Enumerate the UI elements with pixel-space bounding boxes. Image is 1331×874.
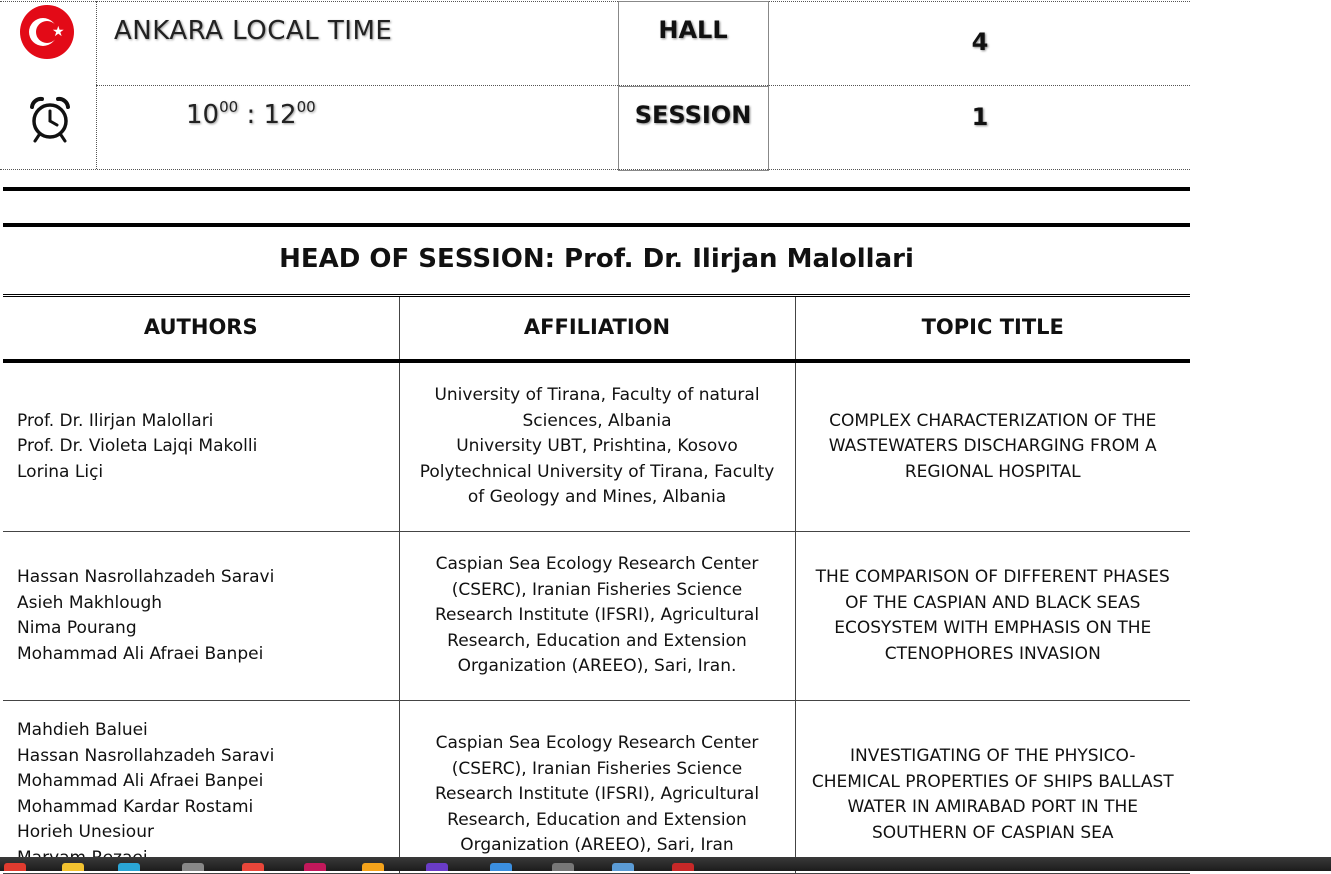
topic-line: THE COMPARISON OF DIFFERENT PHASES (815, 567, 1170, 587)
taskbar-app-icon[interactable] (612, 863, 634, 871)
author-name: Hassan Nasrollahzadeh Saravi (17, 745, 275, 766)
affiliation-line: Organization (AREEO), Sari, Iran (460, 835, 734, 855)
topic-line: SOUTHERN OF CASPIAN SEA (872, 822, 1114, 843)
author-name: Mohammad Ali Afraei Banpei (17, 771, 264, 791)
session-label: SESSION (634, 101, 752, 129)
topic-line: COMPLEX CHARACTERIZATION OF THE (829, 410, 1157, 431)
topic-cell (795, 532, 1190, 701)
taskbar-app-icon[interactable] (490, 863, 512, 871)
table-row (3, 532, 1190, 701)
header-bottom-rule (0, 169, 1190, 170)
topic-line: CTENOPHORES INVASION (884, 643, 1101, 664)
affiliation-line: (CSERC), Iranian Fisheries Science (451, 758, 743, 779)
alarm-clock-icon (26, 95, 74, 143)
topic-line: CHEMICAL PROPERTIES OF SHIPS BALLAST (811, 771, 1174, 792)
end-hour: 12 (263, 100, 297, 130)
author-name: Prof. Dr. Ilirjan Malollari (17, 410, 214, 431)
topic-line: WASTEWATERS DISCHARGING FROM A (828, 436, 1157, 457)
turkey-flag-icon: ★ (20, 5, 74, 59)
author-name: Mohammad Ali Afraei Banpei (17, 643, 264, 664)
start-button-icon[interactable] (4, 863, 26, 871)
end-minute: 00 (296, 98, 316, 116)
taskbar-app-icon[interactable] (426, 863, 448, 871)
time-separator: : (246, 100, 256, 130)
session-time-range (186, 100, 316, 130)
session-value: 1 (971, 103, 989, 131)
hall-value: 4 (971, 28, 989, 56)
authors-cell (3, 701, 399, 874)
topic-cell (795, 701, 1190, 874)
topic-line: WATER IN AMIRABAD PORT IN THE (847, 797, 1139, 817)
topic-line: REGIONAL HOSPITAL (904, 461, 1081, 482)
hall-label: HALL (658, 16, 728, 44)
column-header-topic: TOPIC TITLE (795, 296, 1190, 362)
head-of-session: HEAD OF SESSION: Prof. Dr. Ilirjan Malollari (279, 244, 914, 274)
author-name: Lorina Liçi (17, 461, 104, 482)
author-name: Hassan Nasrollahzadeh Saravi (17, 567, 275, 587)
session-program-table (3, 294, 1190, 874)
taskbar-app-icon[interactable] (362, 863, 384, 871)
session-header (0, 0, 1190, 170)
affiliation-cell (399, 361, 795, 532)
affiliation-line: Organization (AREEO), Sari, Iran. (457, 656, 737, 677)
table-row (3, 361, 1190, 532)
affiliation-line: Caspian Sea Ecology Research Center (435, 554, 759, 575)
author-name: Horieh Unesiour (17, 822, 154, 842)
affiliation-line: Research Institute (IFSRI), Agricultural (434, 605, 760, 626)
header-top-rule (0, 1, 1190, 2)
author-name: Nima Pourang (17, 618, 137, 638)
topic-line: ECOSYSTEM WITH EMPHASIS ON THE (834, 618, 1152, 638)
header-divider-left (96, 1, 97, 169)
windows-taskbar (0, 857, 1331, 871)
authors-cell (3, 532, 399, 701)
taskbar-app-icon[interactable] (62, 863, 84, 871)
affiliation-line: Caspian Sea Ecology Research Center (435, 733, 759, 753)
author-name: Asieh Makhlough (17, 592, 163, 613)
table-header-row (3, 296, 1190, 362)
author-name: Mohammad Kardar Rostami (17, 796, 254, 817)
affiliation-line: (CSERC), Iranian Fisheries Science (451, 579, 743, 600)
section-divider-bottom (3, 223, 1190, 227)
local-time-label: ANKARA LOCAL TIME (114, 16, 393, 46)
taskbar-app-icon[interactable] (552, 863, 574, 871)
affiliation-line: University UBT, Prishtina, Kosovo (456, 436, 738, 457)
taskbar-app-icon[interactable] (118, 863, 140, 871)
topic-line: INVESTIGATING OF THE PHYSICO- (850, 746, 1136, 766)
start-hour: 10 (186, 100, 220, 130)
affiliation-line: University of Tirana, Faculty of natural (434, 385, 760, 406)
affiliation-cell (399, 532, 795, 701)
affiliation-line: Research Institute (IFSRI), Agricultural (434, 784, 760, 804)
topic-cell (795, 361, 1190, 532)
topic-line: OF THE CASPIAN AND BLACK SEAS (845, 592, 1141, 613)
author-name: Prof. Dr. Violeta Lajqi Makolli (17, 436, 258, 457)
table-row (3, 701, 1190, 874)
author-name: Mahdieh Baluei (17, 720, 148, 740)
authors-cell (3, 361, 399, 532)
affiliation-line: Polytechnical University of Tirana, Faculty (419, 461, 775, 482)
start-minute: 00 (219, 98, 239, 116)
taskbar-app-icon[interactable] (304, 863, 326, 871)
affiliation-line: Research, Education and Extension (447, 630, 747, 651)
affiliation-cell (399, 701, 795, 874)
column-header-affiliation: AFFILIATION (399, 296, 795, 362)
taskbar-app-icon[interactable] (672, 863, 694, 871)
affiliation-line: Sciences, Albania (522, 410, 672, 431)
taskbar-app-icon[interactable] (182, 863, 204, 871)
hall-label-box (618, 1, 769, 87)
column-header-authors: AUTHORS (3, 296, 399, 362)
affiliation-line: of Geology and Mines, Albania (467, 487, 727, 508)
taskbar-app-icon[interactable] (242, 863, 264, 871)
affiliation-line: Research, Education and Extension (447, 809, 747, 830)
section-divider-top (3, 187, 1190, 191)
